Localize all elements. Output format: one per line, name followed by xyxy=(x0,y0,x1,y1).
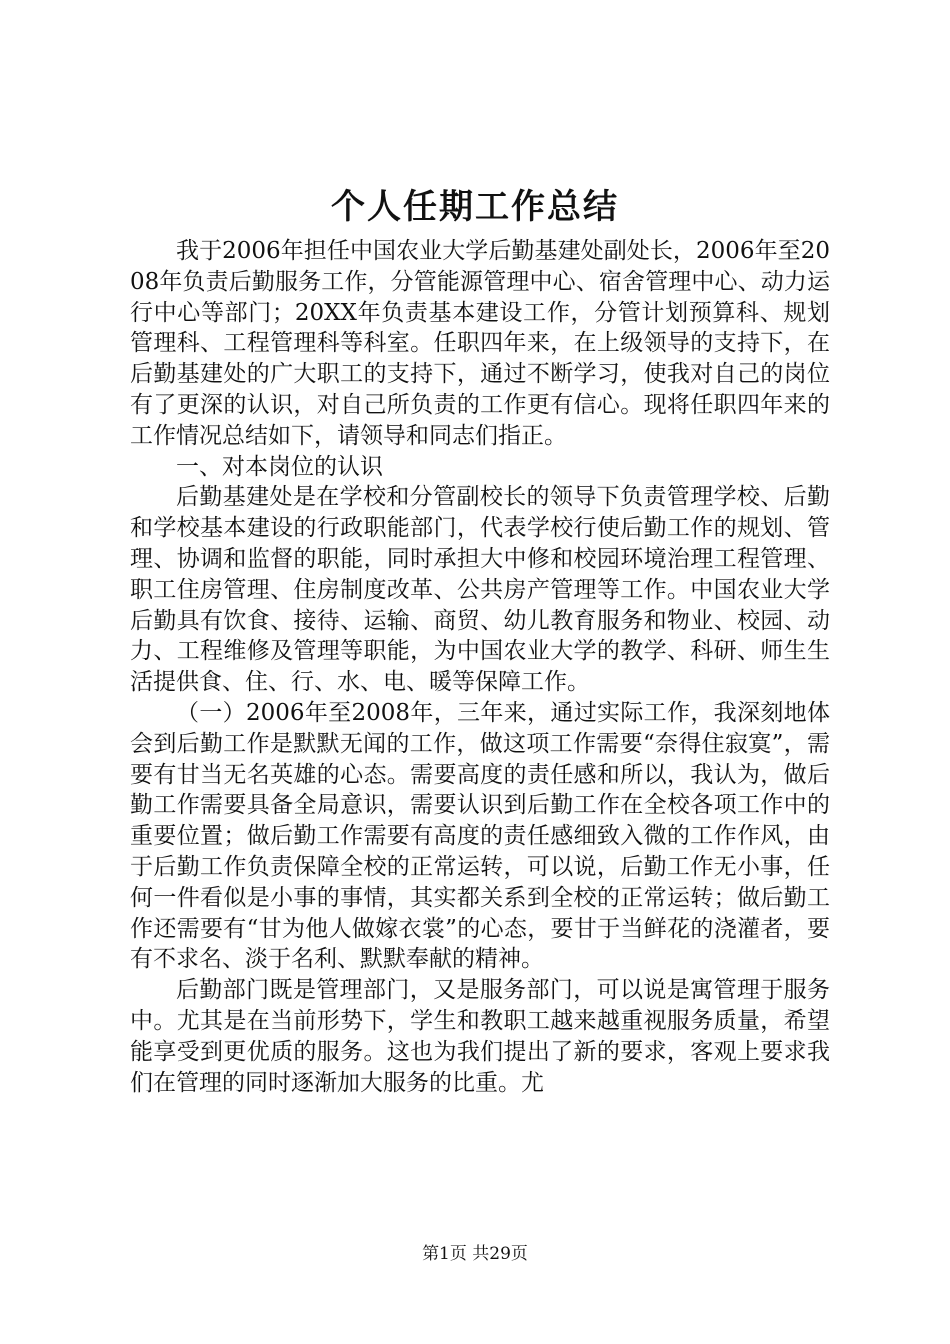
experience-paragraph: （一）2006年至2008年，三年来，通过实际工作，我深刻地体会到后勤工作是默默无闻的工作，做这项工作需要“奈得住寂寞”，需要有甘当无名英雄的心态。需要高度的责任感和所以，我认为，做后勤工作需要具备全局意识，需要认识到后勤工作在全校各项工作中的重要位置；做后勤工作需要有高度的责任感细致入微的工作作风，由于后勤工作负责保障全校的正常运转，可以说，后勤工作无小事，任何一件看似是小事的事情，其实都关系到全校的正常运转；做后勤工作还需要有“甘为他人做嫁衣裳”的心态，要甘于当鲜花的浇灌者，要有不求名、淡于名利、默默奉献的精神。 xyxy=(130,699,830,973)
page-number-footer: 第1页 共29页 xyxy=(422,1244,528,1264)
section-heading: 一、对本岗位的认识 xyxy=(176,453,383,480)
document-title: 个人任期工作总结 xyxy=(331,187,619,227)
intro-paragraph: 我于2006年担任中国农业大学后勤基建处副处长，2006年至2008年负责后勤服务工作，分管能源管理中心、宿舍管理中心、动力运行中心等部门；20XX年负责基本建设工作，分管计划预算科、规划管理科、工程管理科等科室。任职四年来，在上级领导的支持下，在后勤基建处的广大职工的支持下，通过不断学习，使我对自己的岗位有了更深的认识，对自己所负责的工作更有信心。现将任职四年来的工作情况总结如下，请领导和同志们指正。 xyxy=(130,238,830,449)
department-paragraph: 后勤基建处是在学校和分管副校长的领导下负责管理学校、后勤和学校基本建设的行政职能部门，代表学校行使后勤工作的规划、管理、协调和监督的职能，同时承担大中修和校园环境治理工程管理、职工住房管理、住房制度改革、公共房产管理等工作。中国农业大学后勤具有饮食、接待、运输、商贸、幼儿教育服务和物业、校园、动力、工程维修及管理等职能，为中国农业大学的教学、科研、师生生活提供食、住、行、水、电、暖等保障工作。 xyxy=(130,484,830,696)
document-body xyxy=(130,236,830,1098)
service-paragraph: 后勤部门既是管理部门，又是服务部门，可以说是寓管理于服务中。尤其是在当前形势下，学生和教职工越来越重视服务质量，希望能享受到更优质的服务。这也为我们提出了新的要求，客观上要求我们在管理的同时逐渐加大服务的比重。尤 xyxy=(130,977,830,1096)
